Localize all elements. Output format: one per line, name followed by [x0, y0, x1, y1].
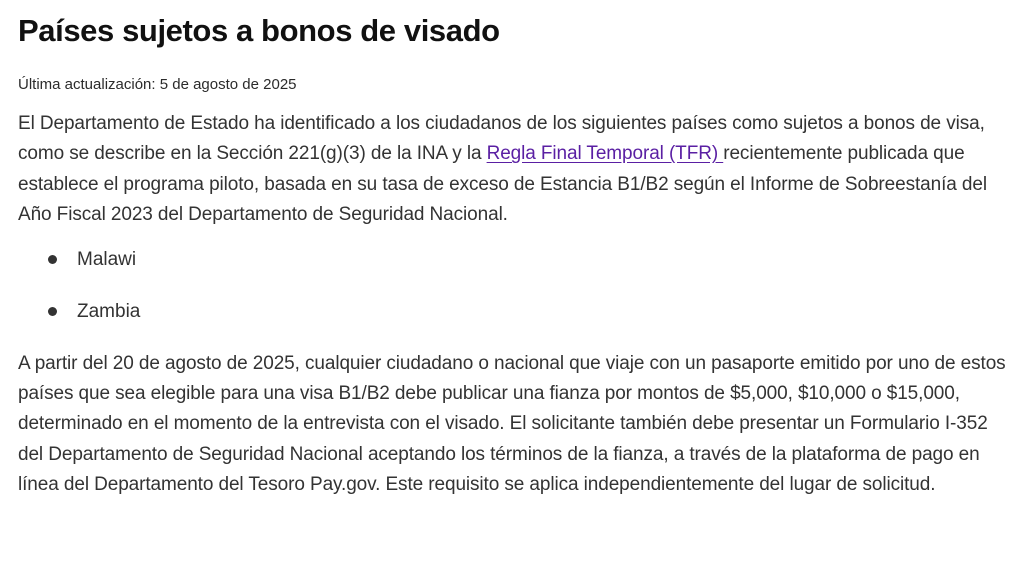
last-updated: Última actualización: 5 de agosto de 2025	[18, 76, 297, 93]
bullet-icon	[48, 307, 57, 316]
intro-paragraph	[18, 109, 1006, 231]
list-item	[18, 245, 1006, 275]
intro-text-after-link: recientemente publicada que establece el programa piloto, basada en su tasa de exceso de Estancia B1/B2 según el Informe de Sobreestanía del Año Fiscal 2023 del Departamento de Seguridad Nacional.	[18, 143, 987, 226]
intro-text-before-link: El Departamento de Estado ha identificado a los ciudadanos de los siguientes países como sujetos a bonos de visa, como se describe en la Sección 221(g)(3) de la INA y la	[18, 113, 985, 165]
requirement-paragraph: A partir del 20 de agosto de 2025, cualquier ciudadano o nacional que viaje con un pasaporte emitido por uno de estos países que sea elegible para una visa B1/B2 debe publicar una fianza por montos de $5,000, $10,000 o $15,000, determinado en el momento de la entrevista con el visado. El solicitante también debe presentar un Formulario I-352 del Departamento de Seguridad Nacional aceptando los términos de la fianza, a través de la plataforma de pago en línea del Departamento del Tesoro Pay.gov. Este requisito se aplica independientemente del lugar de solicitud.	[18, 352, 1006, 496]
country-name: Zambia	[77, 300, 141, 322]
countries-list	[18, 245, 1006, 327]
tfr-link[interactable]: Regla Final Temporal (TFR)	[486, 143, 724, 165]
country-name: Malawi	[77, 248, 137, 270]
list-item	[18, 297, 1006, 327]
page-title: Países sujetos a bonos de visado	[18, 13, 500, 48]
bullet-icon	[48, 255, 57, 264]
